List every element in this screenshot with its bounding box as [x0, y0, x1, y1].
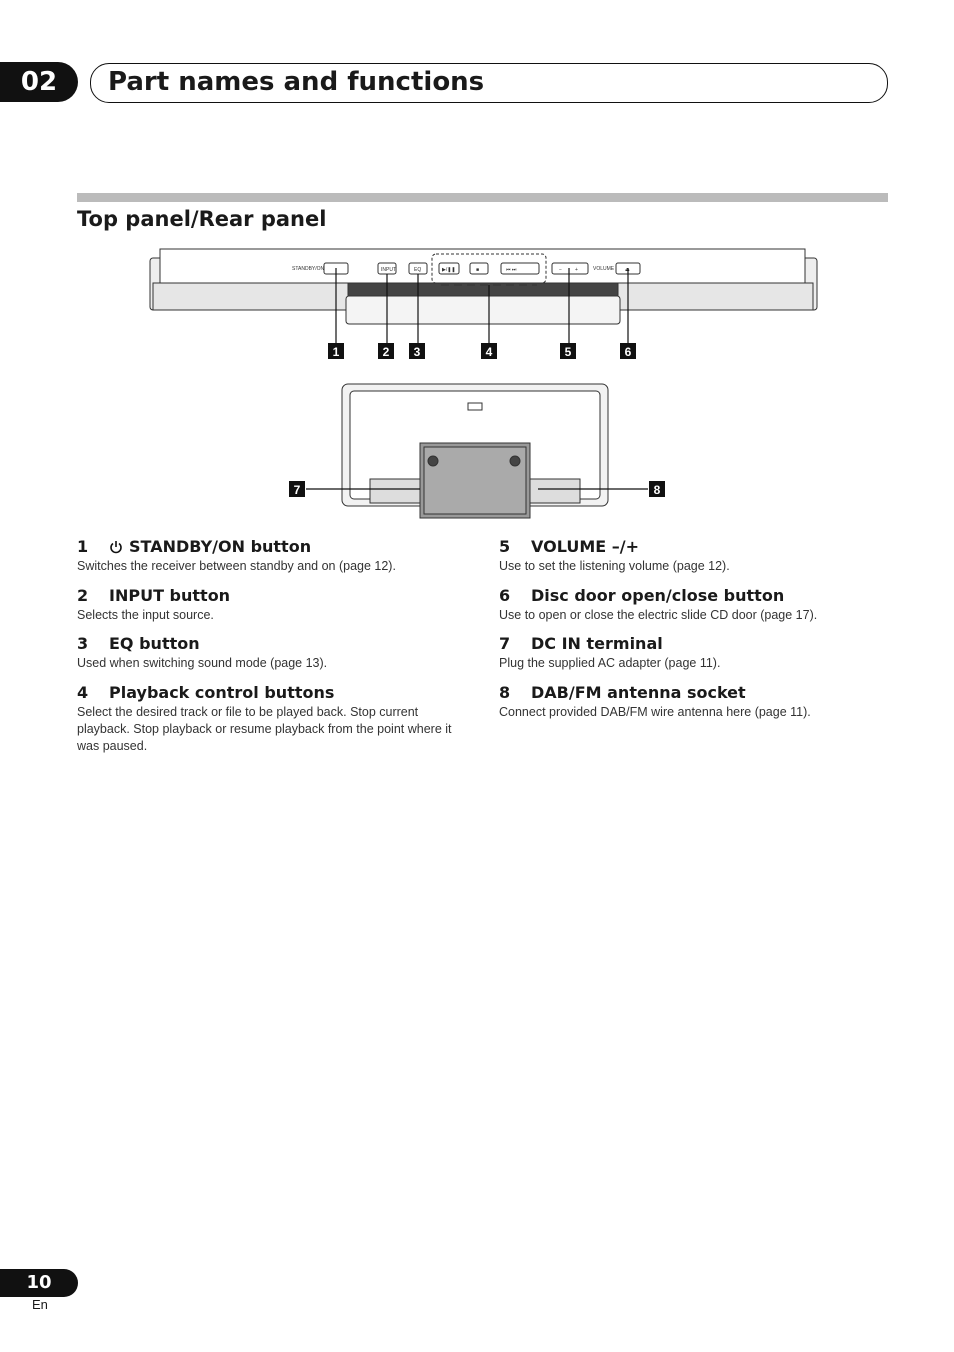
- item-description: Connect provided DAB/FM wire antenna here (page 11).: [499, 705, 811, 719]
- volume-label: VOLUME: [593, 266, 615, 272]
- standby-label: STANDBY/ON: [292, 266, 325, 272]
- item-input: [77, 586, 477, 624]
- device-illustration: [0, 240, 954, 530]
- page-number: 10: [0, 1269, 78, 1297]
- item-disc-door: [499, 586, 899, 624]
- item-number: 3: [77, 634, 89, 653]
- callout-8: 8: [653, 483, 661, 497]
- volume-plus-label: +: [575, 267, 578, 273]
- item-number: 4: [77, 683, 89, 702]
- item-playback: [77, 683, 469, 755]
- item-dc-in: [499, 634, 899, 672]
- item-description: Used when switching sound mode (page 13).: [77, 656, 328, 670]
- item-title: Disc door open/close button: [531, 586, 785, 605]
- item-heading: [499, 586, 899, 606]
- top-panel-drawing: [150, 249, 817, 324]
- volume-minus-label: −: [559, 267, 562, 273]
- item-title: DC IN terminal: [531, 634, 663, 653]
- callout-3: 3: [413, 345, 421, 359]
- callout-4: 4: [485, 345, 493, 359]
- play-pause-label: ▶/❚❚: [442, 267, 456, 273]
- item-heading: [77, 683, 469, 703]
- callout-1: 1: [332, 345, 340, 359]
- item-heading: [77, 586, 477, 606]
- section-title: Top panel/Rear panel: [77, 207, 327, 231]
- eq-label: EQ: [414, 267, 422, 273]
- eject-label: ⏏: [625, 267, 630, 273]
- item-heading: [499, 683, 899, 703]
- skip-label: ⏮ ⏭: [506, 267, 517, 273]
- item-description: Use to open or close the electric slide CD door (page 17).: [499, 608, 818, 622]
- item-number: 8: [499, 683, 511, 702]
- item-number: 6: [499, 586, 511, 605]
- stop-label: ■: [476, 267, 480, 273]
- item-eq: [77, 634, 477, 672]
- callout-7: 7: [293, 483, 301, 497]
- item-description: Selects the input source.: [77, 608, 214, 622]
- item-title: VOLUME –/+: [531, 537, 639, 556]
- item-title: DAB/FM antenna socket: [531, 683, 746, 702]
- item-heading: [77, 537, 477, 557]
- section-divider: [77, 193, 888, 202]
- chapter-number: 02: [0, 62, 78, 102]
- item-number: 5: [499, 537, 511, 556]
- item-title: STANDBY/ON button: [129, 537, 312, 556]
- item-heading: [77, 634, 477, 654]
- item-number: 2: [77, 586, 89, 605]
- power-icon: [109, 540, 123, 554]
- item-heading: [499, 537, 899, 557]
- item-heading: [499, 634, 899, 654]
- item-description: Switches the receiver between standby and on (page 12).: [77, 559, 396, 573]
- item-title: INPUT button: [109, 586, 231, 605]
- rear-panel-drawing: [342, 384, 608, 518]
- item-number: 7: [499, 634, 511, 653]
- item-number: 1: [77, 537, 89, 556]
- callout-2: 2: [382, 345, 390, 359]
- chapter-title: Part names and functions: [108, 67, 485, 97]
- callout-6: 6: [624, 345, 632, 359]
- item-description: Use to set the listening volume (page 12).: [499, 559, 730, 573]
- item-description: Select the desired track or file to be played back. Stop current playback. Stop playback or resume playback from the point where it was paused.: [77, 705, 452, 753]
- item-description: Plug the supplied AC adapter (page 11).: [499, 656, 721, 670]
- item-standby: [77, 537, 477, 575]
- item-antenna: [499, 683, 899, 721]
- input-label: INPUT: [381, 267, 396, 273]
- language-code: En: [32, 1297, 48, 1312]
- item-title: EQ button: [109, 634, 200, 653]
- callout-5: 5: [564, 345, 572, 359]
- item-title: Playback control buttons: [109, 683, 335, 702]
- item-volume: [499, 537, 899, 575]
